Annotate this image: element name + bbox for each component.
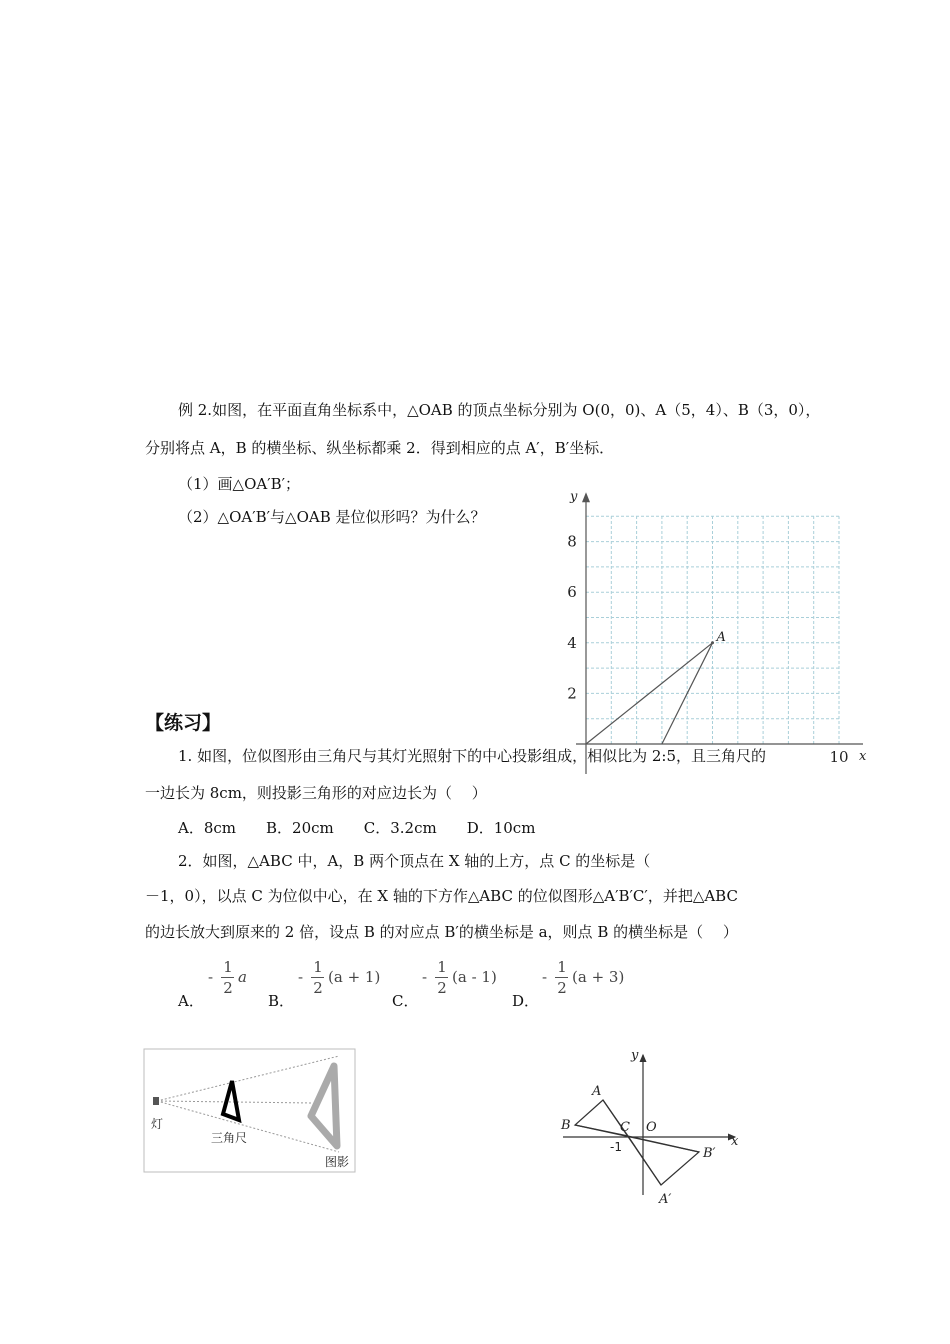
practice-2-line-3: 的边长放大到原来的 2 倍，设点 B 的对应点 B′的横坐标是 a，则点 B 的横坐标是（ ） — [145, 923, 738, 941]
option-c-denominator: 2 — [437, 979, 447, 997]
practice-1-line-2: 一边长为 8cm，则投影三角形的对应边长为（ ） — [145, 784, 487, 802]
option-a-fraction — [208, 958, 268, 1004]
abc-y-label: y — [631, 1048, 639, 1063]
bb-prime-line — [575, 1125, 699, 1152]
practice-2-line-1: 2．如图，△ABC 中，A，B 两个顶点在 X 轴的上方，点 C 的坐标是（ — [178, 852, 651, 870]
option-d-denominator: 2 — [557, 979, 567, 997]
option-a-fraction-bar — [221, 977, 234, 978]
label-b: B — [561, 1118, 571, 1133]
chart-marks — [586, 630, 726, 744]
option-d-fraction — [542, 958, 632, 1004]
label-a: A — [592, 1084, 602, 1099]
y-axis-arrow — [582, 492, 590, 502]
label-c: C — [620, 1120, 630, 1135]
example-question-2: （2）△OA′B′与△OAB 是位似形吗？为什么？ — [178, 508, 486, 526]
option-d-letter: D． — [512, 992, 540, 1010]
label-minus-one: -1 — [610, 1140, 622, 1154]
coordinate-chart — [550, 478, 870, 778]
option-a-letter: A． — [178, 992, 204, 1010]
option-a-numerator: 1 — [223, 958, 233, 976]
option-b-fraction — [298, 958, 388, 1004]
option-c-numerator: 1 — [437, 958, 447, 976]
point-a-label: A — [716, 629, 726, 645]
example-line-1: 例 2.如图，在平面直角坐标系中，△OAB 的顶点坐标分别为 O(0，0)、A（5，4）、B（3，0）， — [178, 401, 821, 419]
x-tick-label: 10 — [829, 748, 849, 766]
y-axis-label: y — [570, 489, 578, 505]
y-tick-label: 4 — [567, 633, 577, 652]
option-d-numerator: 1 — [557, 958, 567, 976]
option-d-expression: (a + 3) — [572, 968, 625, 986]
option-a-minus: - — [208, 968, 214, 986]
practice-2-line-2: －1，0），以点 C 为位似中心，在 X 轴的下方作△ABC 的位似图形△A′B′C′，并把△ABC — [145, 887, 738, 905]
option-b-minus: - — [298, 968, 304, 986]
example-line-2: 分别将点 A，B 的横坐标、纵坐标都乘 2．得到相应的点 A′，B′坐标． — [145, 439, 615, 457]
option-c-letter: C． — [392, 992, 419, 1010]
practice-1-options: A．8cm B．20cm C．3.2cm D．10cm — [178, 819, 536, 837]
label-o: O — [646, 1120, 657, 1135]
practice-heading: 【练习】 — [145, 712, 222, 734]
label-b-prime: B′ — [703, 1146, 716, 1161]
chart-grid — [586, 516, 839, 744]
abc-x-label: x — [731, 1134, 739, 1149]
lamp-icon — [153, 1097, 159, 1105]
option-c-expression: (a - 1) — [452, 968, 497, 986]
practice-1-line-1: 1. 如图，位似图形由三角尺与其灯光照射下的中心投影组成，相似比为 2:5，且三角尺的 — [178, 747, 766, 765]
option-b-fraction-bar — [311, 977, 324, 978]
option-c-fraction-bar — [435, 977, 448, 978]
option-c-fraction — [422, 958, 512, 1004]
option-d-fraction-bar — [555, 977, 568, 978]
example-question-1: （1）画△OA′B′； — [178, 475, 301, 493]
option-b-expression: (a + 1) — [328, 968, 381, 986]
lamp-projection-figure — [143, 1048, 357, 1174]
point-a — [711, 641, 714, 644]
option-a-expression: a — [238, 968, 247, 986]
option-b-letter: B． — [268, 992, 295, 1010]
option-c-minus: - — [422, 968, 428, 986]
y-tick-label: 6 — [567, 583, 577, 602]
abc-similarity-figure — [555, 1045, 755, 1215]
shadow-label: 图影 — [325, 1155, 350, 1169]
label-a-prime: A′ — [659, 1192, 672, 1207]
y-tick-label: 2 — [567, 684, 577, 703]
y-tick-label: 8 — [567, 532, 577, 551]
ruler-label: 三角尺 — [211, 1131, 248, 1145]
lamp-label: 灯 — [151, 1117, 164, 1131]
x-axis-label: x — [859, 749, 867, 764]
option-d-minus: - — [542, 968, 548, 986]
figure-frame — [144, 1049, 355, 1172]
option-b-denominator: 2 — [313, 979, 323, 997]
option-b-numerator: 1 — [313, 958, 323, 976]
triangle-a-b-c-prime — [628, 1136, 699, 1185]
option-a-denominator: 2 — [223, 979, 233, 997]
